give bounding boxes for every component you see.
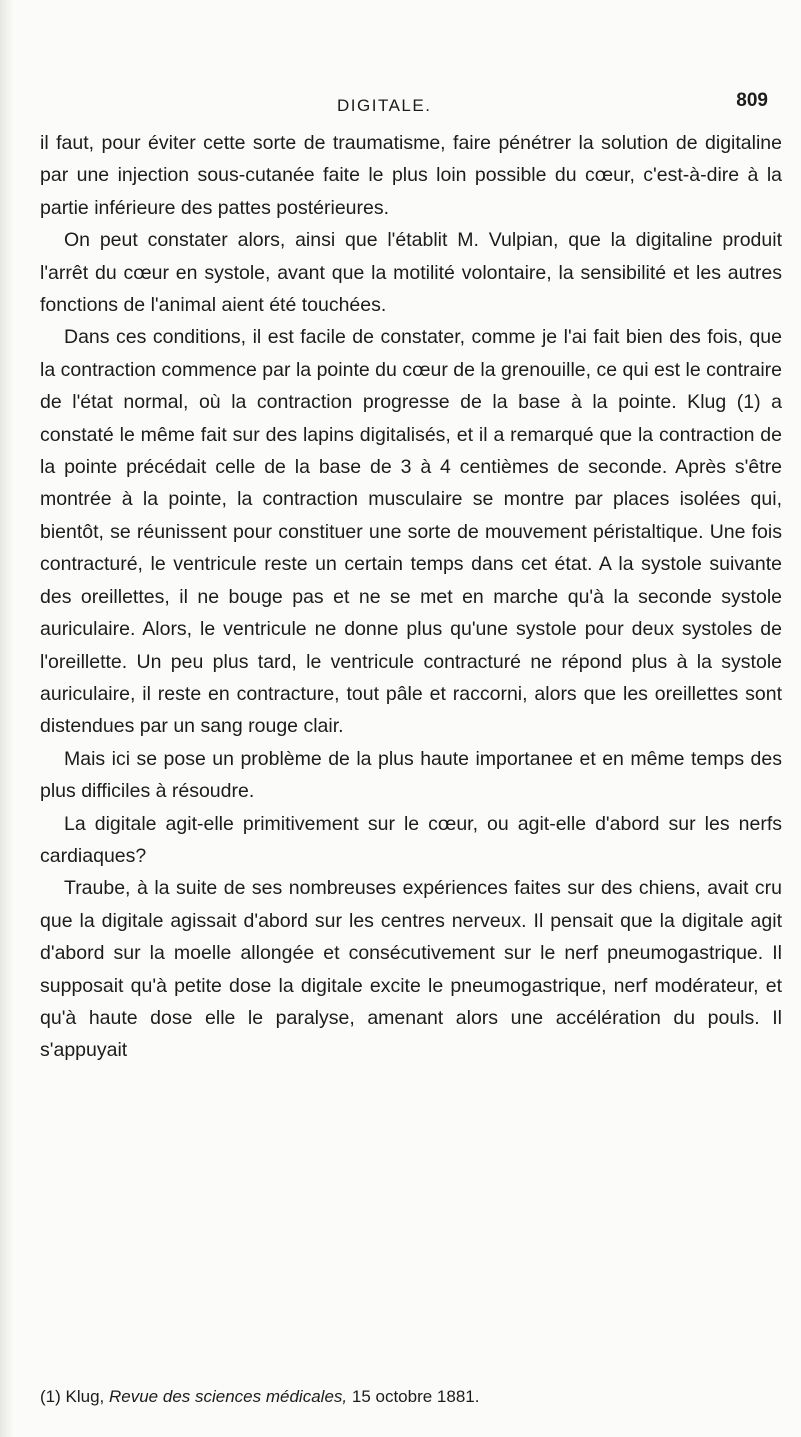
paragraph: Dans ces conditions, il est facile de constater, comme je l'ai fait bien des fois, que la contraction commence par la pointe du cœur de la grenouille, ce qui est le contraire de l'état normal, où la contraction progresse de la base à la pointe. Klug (1) a constaté le même fait sur des lapins digitalisés, et il a remarqué que la contraction de la pointe précédait celle de la base de 3 à 4 centièmes de seconde. Après s'être montrée à la pointe, la contraction musculaire se montre par places isolées qui, bientôt, se réunissent pour constituer une sorte de mouvement péristaltique. Une fois contracturé, le ventricule reste un certain temps dans cet état. A la systole suivante des oreillettes, il ne bouge pas et ne se met en marche qu'à la seconde systole auriculaire. Alors, le ventricule ne donne plus qu'une systole pour deux systoles de l'oreillette. Un peu plus tard, le ventricule contracturé ne répond plus à la systole auriculaire, il reste en contracture, tout pâle et raccorni, alors que les oreillettes sont distendues par un sang rouge clair. (40, 326, 782, 738)
running-head (40, 90, 782, 118)
footnote-marker: (1) (40, 1387, 61, 1406)
paragraph: Traube, à la suite de ses nombreuses expériences faites sur des chiens, avait cru que la digitale agissait d'abord sur les centres nerveux. Il pensait que la digitale agit d'abord sur la moelle allongée et consécutivement sur le nerf pneumogastrique. Il supposait qu'à petite dose la digitale excite le pneumogastrique, nerf modérateur, et qu'à haute dose elle le paralyse, amenant alors une accélération du pouls. Il s'appuyait (40, 877, 782, 1062)
paragraph: Mais ici se pose un problème de la plus haute importanee et en même temps des plus difficiles à résoudre. (40, 747, 782, 803)
body-text (40, 127, 782, 1067)
footnote-journal: Revue des sciences médicales, (109, 1387, 348, 1406)
footnote (40, 1386, 782, 1408)
footnote-date: 15 octobre 1881. (351, 1387, 480, 1406)
paragraph: On peut constater alors, ainsi que l'établit M. Vulpian, que la digitaline produit l'arrêt du cœur en systole, avant que la motilité volontaire, la sensibilité et les autres fonctions de l'animal aient été touchées. (40, 229, 782, 317)
page-number: 809 (736, 90, 768, 111)
footnote-author: Klug, (65, 1387, 105, 1406)
paragraph: La digitale agit-elle primitivement sur le cœur, ou agit-elle d'abord sur les nerfs cardiaques? (40, 812, 782, 867)
running-head-title: DIGITALE. (337, 96, 432, 115)
binding-edge-shadow (0, 0, 14, 1437)
paragraph: il faut, pour éviter cette sorte de traumatisme, faire pénétrer la solution de digitaline par une injection sous-cutanée faite le plus loin possible du cœur, c'est-à-dire à la partie inférieure des pattes postérieures. (40, 132, 782, 219)
